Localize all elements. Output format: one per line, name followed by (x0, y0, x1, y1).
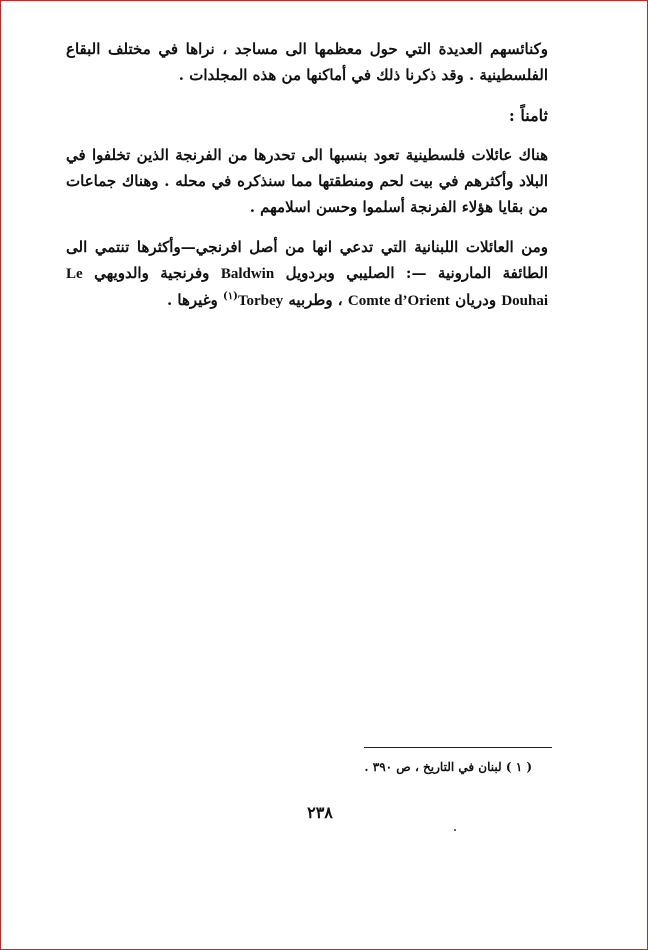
page-number: ٢٣٨ (307, 803, 333, 822)
paragraph-2: هناك عائلات فلسطينية تعود بنسبها الى تحدرها من الفرنجة الذين تخلفوا في البلاد وأكثرهم في بيت لحم ومنطقتها مما سنذكره في محله . وهناك جماعات من بقايا هؤلاء الفرنجة أسلموا وحسن اسلامهم . (66, 146, 548, 216)
paragraph-3-part-2: وفرنجية والدويهي (82, 264, 221, 282)
latin-name-douhai: Le Douhai (66, 266, 548, 309)
paragraph-1: وكنائسهم العديدة التي حول معظمها الى مساجد ، نراها في مختلف البقاع الفلسطينية . وقد ذكرنا ذلك في أماكنها من هذه المجلدات . (66, 40, 548, 84)
paragraph-3-part-1: ومن العائلات اللبنانية التي تدعي انها من أصل افرنجي—وأكثرها تنتمي الى الطائفة المارونية —: الصليبي وبردويل (66, 238, 548, 282)
document-page (66, 36, 548, 314)
scan-speck (454, 829, 456, 831)
footnote-reference: (١) (223, 291, 238, 302)
paragraph-3-part-3: ودريان (449, 291, 502, 309)
latin-name-comte: Comte d’Orient (347, 293, 450, 309)
footnote: ( ١ ) لبنان في التاريخ ، ص ٣٩٠ . (364, 760, 532, 774)
paragraph-3-part-5: وغيرها . (166, 291, 224, 309)
paragraph-3 (66, 234, 548, 314)
section-heading: ثامناً : (508, 106, 548, 125)
latin-name-baldwin: Baldwin (220, 266, 275, 282)
paragraph-3-part-4: ، وطربيه (283, 291, 348, 309)
footnote-divider (364, 747, 552, 748)
latin-name-torbey: Torbey (237, 293, 284, 309)
